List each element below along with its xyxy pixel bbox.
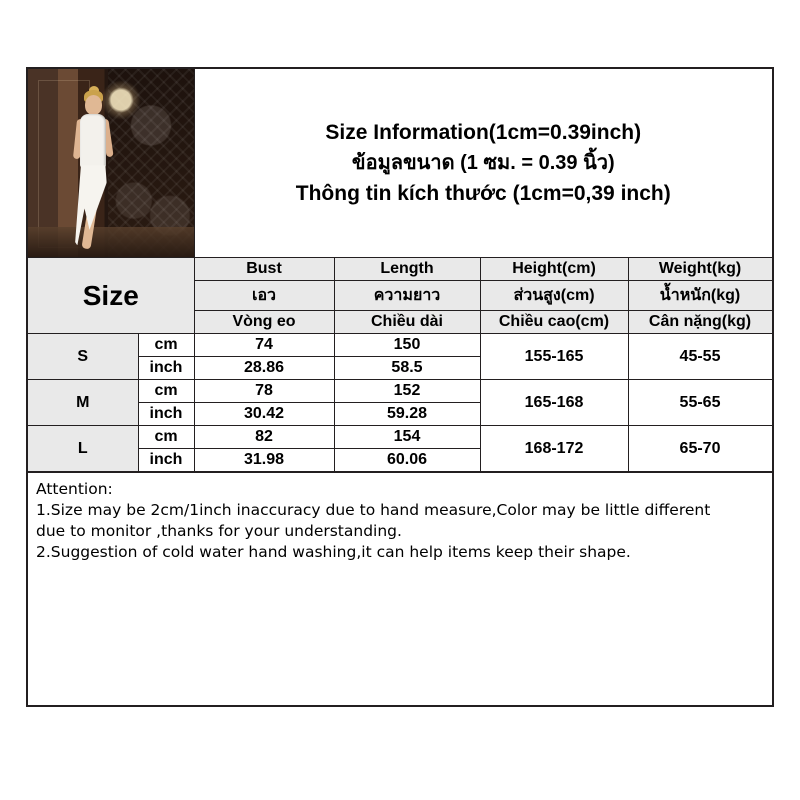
row-s-length-inch: 58.5: [334, 357, 480, 380]
row-s-bust-cm: 74: [194, 334, 334, 357]
header-row-en: [28, 258, 772, 281]
attention-section: [28, 472, 772, 563]
row-size-s: S: [28, 334, 138, 380]
row-m-length-cm: 152: [334, 380, 480, 403]
header-bust-vi: Vòng eo: [194, 311, 334, 334]
attention-heading: Attention:: [36, 480, 113, 498]
photo-model: [71, 95, 115, 245]
size-information-table: [28, 69, 773, 472]
row-l-weight: 65-70: [628, 426, 772, 472]
title-cell: [194, 69, 772, 258]
row-s-bust-inch: 28.86: [194, 357, 334, 380]
row-l-height: 168-172: [480, 426, 628, 472]
row-l-bust-cm: 82: [194, 426, 334, 449]
row-size-m: M: [28, 380, 138, 426]
attention-line-3: 2.Suggestion of cold water hand washing,it can help items keep their shape.: [36, 542, 631, 561]
row-m-bust-cm: 78: [194, 380, 334, 403]
size-chart-container: [26, 67, 774, 707]
row-s-weight: 45-55: [628, 334, 772, 380]
table-row-m-cm: [28, 380, 772, 403]
row-s-length-cm: 150: [334, 334, 480, 357]
row-m-bust-inch: 30.42: [194, 403, 334, 426]
row-l-length-cm: 154: [334, 426, 480, 449]
row-size-l: L: [28, 426, 138, 472]
row-s-height: 155-165: [480, 334, 628, 380]
header-weight-vi: Cân nặng(kg): [628, 311, 772, 334]
product-photo-cell: [28, 69, 194, 258]
title-line-en: Size Information(1cm=0.39inch): [325, 120, 642, 144]
row-m-unit-inch: inch: [138, 403, 194, 426]
header-length-vi: Chiều dài: [334, 311, 480, 334]
row-l-length-inch: 60.06: [334, 449, 480, 472]
row-l-unit-inch: inch: [138, 449, 194, 472]
header-length-th: ความยาว: [334, 281, 480, 311]
product-photo: [28, 69, 194, 257]
size-column-label: Size: [28, 258, 194, 334]
header-height-vi: Chiều cao(cm): [480, 311, 628, 334]
header-bust-en: Bust: [194, 258, 334, 281]
row-s-unit-inch: inch: [138, 357, 194, 380]
row-m-length-inch: 59.28: [334, 403, 480, 426]
title-row: [28, 69, 772, 258]
row-m-weight: 55-65: [628, 380, 772, 426]
model-dress-top: [80, 114, 106, 168]
table-row-l-cm: [28, 426, 772, 449]
attention-line-1: 1.Size may be 2cm/1inch inaccuracy due to hand measure,Color may be little different: [36, 500, 711, 519]
attention-line-2: due to monitor ,thanks for your understanding.: [36, 521, 402, 540]
header-height-th: ส่วนสูง(cm): [480, 281, 628, 311]
title-line-vi: Thông tin kích thước (1cm=0,39 inch): [295, 182, 671, 205]
header-weight-th: น้ำหนัก(kg): [628, 281, 772, 311]
row-s-unit-cm: cm: [138, 334, 194, 357]
header-bust-th: เอว: [194, 281, 334, 311]
row-m-height: 165-168: [480, 380, 628, 426]
row-m-unit-cm: cm: [138, 380, 194, 403]
header-height-en: Height(cm): [480, 258, 628, 281]
title-line-th: ข้อมูลขนาด (1 ซม. = 0.39 นิ้ว): [351, 152, 615, 174]
table-row-s-cm: [28, 334, 772, 357]
header-length-en: Length: [334, 258, 480, 281]
header-weight-en: Weight(kg): [628, 258, 772, 281]
row-l-bust-inch: 31.98: [194, 449, 334, 472]
row-l-unit-cm: cm: [138, 426, 194, 449]
model-dress-skirt: [75, 165, 111, 245]
